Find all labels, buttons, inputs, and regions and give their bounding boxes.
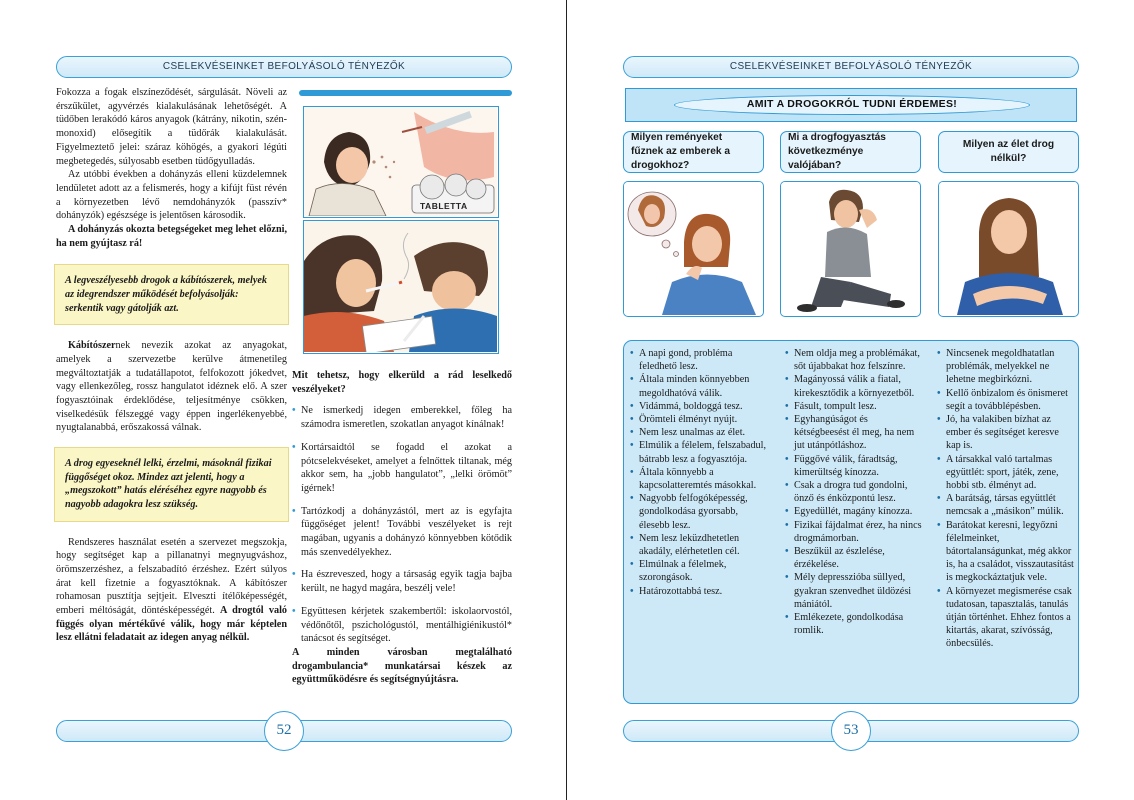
answer-item: • Nincsenek megoldhatatlan problémák, melyekkel ne lehetne megbirkózni. [937,347,1075,387]
narcotics-term: Kábítószer [68,340,116,352]
answer-item: • Jó, ha valakiben bízhat az ember és segítséget keresve kap is. [937,413,1075,453]
advice-heading: Mit tehetsz, hogy elkerüld a rád leselkedő veszélyeket? [292,370,512,395]
intro-paragraph-1: Fokozza a fogak elszíneződését, sárgulását. Növeli az érszűkület, agyvérzés kialakulásának lehetőségét. A tüdőben lerakódó káros anyagok (kátrány, nikotin, szén-monoxid) elősegítik a tüdőrák kialakulását. Figyelmeztető jelei: száraz köhögés, a gyakori légúti megbetegedés, súlyosabb esetben tüdőgyulladás. [56,87,287,167]
answer-item: • Mély depresszióba süllyed, gyakran szenvedhet üldözési mániától. [785,571,925,611]
answer-item: • Csak a drogra tud gondolni, önző és énközpontú lesz. [785,479,925,505]
answers-hopes [630,347,770,598]
question-hopes: Milyen reményeket fűznek az emberek a drogokhoz? [623,131,764,173]
answers-life-without [937,347,1075,651]
illustration-medical [303,106,499,218]
answer-item: • Elmúlnak a félelmek, szorongások. [630,558,770,584]
advice-item: • Együttesen kérjetek szakembertől: iskolaorvostól, védőnőtől, pszichológustól, mentálhigiénikustól* tanácsot és segítséget. [292,605,512,646]
answers-panel [623,340,1079,704]
suffering-boy-drawing [781,182,919,315]
smoking-warning: A dohányzás okozta betegségeket meg lehet előzni, ha nem gyújtasz rá! [56,224,287,249]
title-box [625,88,1077,122]
answer-item: • Függővé válik, fáradtság, kimerültség kínozza. [785,453,925,479]
answer-item: • Nem lesz unalmas az élet. [630,426,770,439]
advice-list [292,404,512,646]
answer-item: • Egyedüllét, magány kínozza. [785,505,925,518]
right-page [567,0,1134,800]
answer-item: • Fizikai fájdalmat érez, ha nincs drogmámorban. [785,519,925,545]
advice-item: • Ne ismerkedj idegen emberekkel, főleg ha számodra ismeretlen, szokatlan anyagot kínálnak! [292,404,512,431]
page-number: 52 [264,711,304,751]
answer-item: • Egyhangúságot és kétségbeesést él meg, ha nem jut utánpótláshoz. [785,413,925,453]
answers-consequences [785,347,925,637]
picture-dreaming [623,181,764,317]
answer-item: • Vidámmá, boldoggá tesz. [630,400,770,413]
answer-item: • Általa könnyebb a kapcsolatteremtés másokkal. [630,466,770,492]
intro-paragraph-2: Az utóbbi években a dohányzás elleni küzdelemnek lendületet adott az a felismerés, hogy a kifújt füst révén a környezetben lévő nemdohányzók (passzív* dohányzók) egészsége is jelentősen károsodik. [56,169,287,222]
advice-item: • Ha észreveszed, hogy a társaság egyik tagja bajba került, ne hagyd magára, beszélj vele! [292,568,512,595]
question-life-without: Milyen az élet drog nélkül? [938,131,1079,173]
confident-girl-drawing [939,182,1077,315]
advice-item: • Kortársaidtól se fogadd el azokat a pótcselekvéseket, amelyet a felnőttek tiltanak, még akkor sem, ha „jobb hangulatot”, „lelki örömöt” ígérnek! [292,441,512,496]
page-title: AMIT A DROGOKRÓL TUDNI ÉRDEMES! [674,95,1030,115]
right-column-text [292,369,512,687]
illustration-accent-bar [299,90,512,96]
callout-dependency: A drog egyeseknél lelki, érzelmi, másoknál fizikai függőséget okoz. Mindez azt jelenti, hogy a „megszokott” hatás eléréséhez egyre nagyobb és nagyobb adagokra lesz szükség. [54,447,289,521]
answer-item: • Kellő önbizalom és önismeret segít a továbblépésben. [937,387,1075,413]
answer-item: • Magányossá válik a fiatal, kirekesztődik a környezetből. [785,373,925,399]
answer-item: • Nem lesz leküzdhetetlen akadály, elérhetetlen cél. [630,532,770,558]
question-consequences: Mi a drogfogyasztás következménye valójában? [780,131,921,173]
answer-item: • Nagyobb felfogóképesség, gondolkodása gyorsabb, élesebb lesz. [630,492,770,532]
advice-item: • Tartózkodj a dohányzástól, mert az is egyfajta függőséget jelent! További veszélyeket is rejt magában, ugyanis a dohányzó könnyebben kötődik más szenvedélyekhez. [292,505,512,560]
picture-confident [938,181,1079,317]
page-header: CSELEKVÉSEINKET BEFOLYÁSOLÓ TÉNYEZŐK [56,56,512,78]
answer-item: • Elmúlik a félelem, felszabadul, bátrabb lesz a fogyasztója. [630,439,770,465]
regular-use-text: Rendszeres használat esetén a szervezet megszokja, hogy segítséget kap a pillanatnyi megnyugváshoz, örömszerzéshez, a felszabadító érzéshez. Ezért súlyos árat kell fizetnie a fogyasztóknak. A kábítószer rohamosan pusztítja sejtjeit. Elveszti ítélőképességét, emberi méltóságát, döntésképességét. [56,536,287,617]
left-column-text [56,86,287,645]
answer-item: • A napi gond, probléma feledhető lesz. [630,347,770,373]
answer-item: • Barátokat keresni, legyőzni félelmeinket, bátortalanságunkat, még akkor is, ha a családot, visszautasítást is megkockáztatjuk vele. [937,519,1075,585]
answer-item: • Általa minden könnyebben megoldhatóvá válik. [630,373,770,399]
tablet-label: TABLETTA [420,201,468,211]
illustration-smoking [303,220,499,354]
answer-item: • Fásult, tompult lesz. [785,400,925,413]
dependency-warning: A drogtól való függés olyan mértékűvé válik, hogy már képtelen lesz ellátni feladatait az idegen anyag nélkül. [56,605,287,644]
answer-item: • Beszűkül az észlelése, érzékelése. [785,545,925,571]
callout-dangerous-drugs: A legveszélyesebb drogok a kábítószerek, melyek az idegrendszer működését befolyásolják: serkentik vagy gátolják azt. [54,264,289,325]
drug-ambulance-note: A minden városban megtalálható drogambulancia* munkatársai készek az együttműködésre és segítségnyújtásra. [292,646,512,686]
regular-use-paragraph [56,536,287,646]
page-header: CSELEKVÉSEINKET BEFOLYÁSOLÓ TÉNYEZŐK [623,56,1079,78]
answer-item: • A barátság, társas együttlét nemcsak a „másikon” múlik. [937,492,1075,518]
smoking-scene-drawing [304,221,497,352]
narcotics-definition [56,339,287,435]
answer-item: • A környezet megismerése csak tudatosan, tapasztalás, tanulás útján történhet. Ehhez fontos a kitartás, akarat, szívósság, önbecsülés. [937,585,1075,651]
narcotics-definition-text: nek nevezik azokat az anyagokat, amelyek a szervezetbe kerülve átmenetileg megváltoztatják a tudatállapotot, felfokozott jókedvet, vagy ellenkezőleg, rossz hangulatot idéznek elő. A szer fogyasztóinak érdeklődése, teljesítménye csökken, viselkedésük félszeggé vagy éppen ingerlékenyebbé, nyugtalanabbá, erőszakossá válnak. [56,340,287,434]
answer-item: • Határozottabbá tesz. [630,585,770,598]
answer-item: • Emlékezete, gondolkodása romlik. [785,611,925,637]
answer-item: • Nem oldja meg a problémákat, sőt újabbakat hoz felszínre. [785,347,925,373]
page-number: 53 [831,711,871,751]
dreaming-girl-drawing [624,182,762,315]
picture-suffering [780,181,921,317]
answer-item: • Örömteli élményt nyújt. [630,413,770,426]
medical-scene-drawing [304,107,497,216]
answer-item: • A társakkal való tartalmas együttlét: sport, játék, zene, hobbi stb. élményt ad. [937,453,1075,493]
